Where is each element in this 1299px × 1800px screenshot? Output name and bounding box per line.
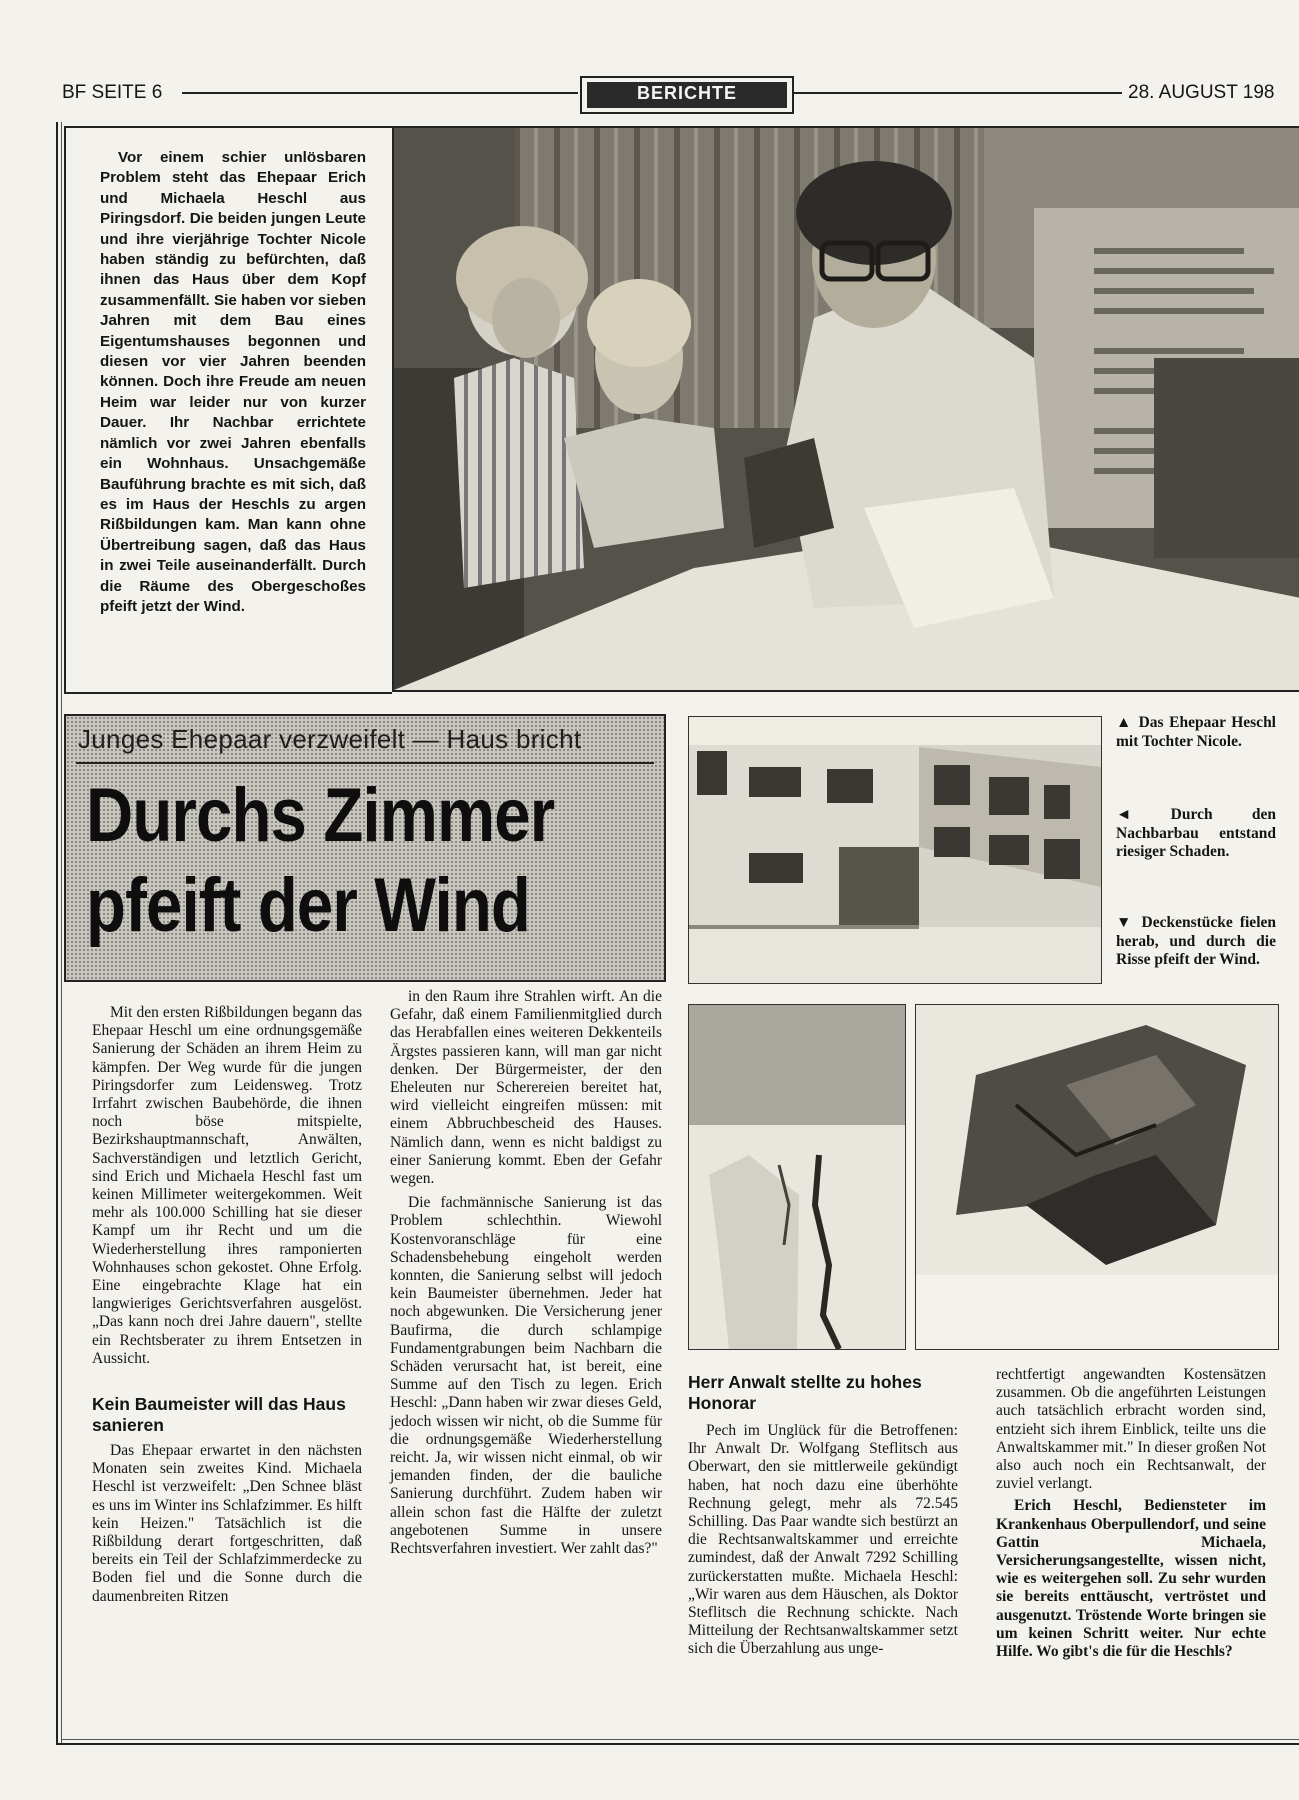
col4-paragraph-2: Erich Heschl, Bediensteter im Krankenhaus Oberpullendorf, und seine Gattin Michaela, Versicherungsangestellte, wissen nicht, wie es weitergehen soll. Zu sehr wurden sie bereits enttäuscht, vertröstet und ausgenutzt. Tröstende Worte bringen sie um keinen Schritt weiter. Nur echte Hilfe. Wo gibt's die für die Heschls? bbox=[996, 1497, 1266, 1661]
caption-building: ◄ Durch den Nachbarbau entstand riesiger Schaden. bbox=[1116, 806, 1276, 860]
column-3 bbox=[688, 1372, 958, 1659]
lead-paragraph: Vor einem schier unlösbaren Problem steht das Ehepaar Erich und Michaela Heschl aus Piringsdorf. Die beiden jungen Leute und ihre vierjährige Tochter Nicole haben ständig zu befürchten, daß ihnen das Haus über dem Kopf zusammenfällt. Sie haben vor sieben Jahren mit dem Bau eines Eigentumshauses begonnen und diesen vor vier Jahren beenden können. Doch ihre Freude am neuen Heim war leider nur von kurzer Dauer. Ihr Nachbar errichtete nämlich vor zwei Jahren ebenfalls ein Wohnhaus. Unsachgemäße Bauführung brachte es mit sich, daß es im Haus der Heschls zu argen Rißbildungen kam. Man kann ohne Übertreibung sagen, daß das Haus in zwei Teile auseinanderfällt. Durch die Räume des Obergeschoßes pfeift jetzt der Wind. bbox=[100, 149, 366, 615]
ceiling-damage-photo-svg bbox=[916, 1005, 1278, 1349]
section-label: BERICHTE bbox=[587, 82, 787, 108]
caption-ceiling: ▼ Deckenstücke fielen herab, und durch die Risse pfeift der Wind. bbox=[1116, 914, 1276, 968]
col1-paragraph-1: Mit den ersten Rißbildungen begann das Ehepaar Heschl um eine ordnungsgemäße Sanierung der Schäden an ihrem Heim zu kämpfen. Der Weg wurde für die jungen Piringsdorfer zum Leidensweg. Trotz Irrfahrt zwischen Baubehörde, die ihnen noch böse mitspielte, Bezirkshauptmannschaft, Anwälten, Sachverständigen und letztlich Gericht, sind Erich und Michaela Heschl fast um keinen Millimeter weitergekommen. Weit mehr als 100.000 Schilling hat sie dieser Kampf um ihr Recht und um die Wiederherstellung ihres ramponierten Wohnhauses schon gekostet. Ohne Erfolg. Eine eingebrachte Klage hat ein langwieriges Gerichtsverfahren ausgelöst. „Das kann noch drei Jahre dauern", stellte ein Rechtsberater zu ihrem Entsetzen in Aussicht. bbox=[92, 1004, 362, 1367]
col3-paragraph-1: Pech im Unglück für die Betroffenen: Ihr Anwalt Dr. Wolfgang Steflitsch aus Oberwart, den sie mittlerweile gekündigt haben, hat noch dazu eine überhöhte Rechnung gelegt, mehr als 72.545 Schilling. Das Paar wandte sich bestürzt an die Rechtsanwaltskammer und erreichte zumindest, daß der Anwalt 7292 Schilling zurückerstatten mußte. Michaela Heschl: „Wir waren aus dem Häuschen, als Doktor Steflitsch die Rechnung schickte. Nach Mitteilung der Rechtsanwaltskammer setzt sich die Überzahlung aus unge- bbox=[688, 1422, 958, 1658]
family-photo-svg bbox=[394, 128, 1299, 690]
column-4 bbox=[996, 1366, 1266, 1661]
wall-crack-photo bbox=[688, 1004, 906, 1350]
section-label-box bbox=[580, 76, 794, 114]
headline-box bbox=[64, 714, 666, 982]
building-photo bbox=[688, 716, 1102, 984]
issue-date: 28. AUGUST 198 bbox=[1128, 82, 1275, 103]
family-photo bbox=[392, 126, 1299, 692]
col4-paragraph-1: rechtfertigt angewandten Kostensätzen zusammen. Ob die angeführten Leistungen auch tatsächlich erbracht worden sind, entzieht sich ihrem Einblick, teilte uns die Anwaltskammer mit." In dieser großen Not also auch noch ein Rechtsanwalt, der zuviel verlangt. bbox=[996, 1366, 1266, 1493]
ceiling-damage-photo bbox=[915, 1004, 1279, 1350]
col2-paragraph-1: in den Raum ihre Strahlen wirft. An die Gefahr, daß einem Familienmitglied durch das Herabfallen eines weiteren Dekkenteils Ärgstes passieren kann, will man gar nicht denken. Der Bürgermeister, der den Eheleuten nur Scherereien bereitet hat, wird vielleicht eingreifen müssen: mit einem Abbruchbescheid des Hauses. Nämlich dann, wenn es nicht baldigst zu einer Sanierung kommt. Eben der Gefahr wegen. bbox=[390, 988, 662, 1188]
page-border-left-inner bbox=[61, 122, 62, 1744]
page-border-bottom bbox=[56, 1743, 1299, 1745]
column-2 bbox=[390, 988, 662, 1558]
column-1 bbox=[92, 1004, 362, 1606]
header-rule-right bbox=[792, 92, 1122, 94]
lead-box bbox=[64, 126, 392, 694]
headline-kicker: Junges Ehepaar verzweifelt — Haus bricht bbox=[78, 724, 582, 754]
page-number: BF SEITE 6 bbox=[62, 82, 163, 103]
headline-line-2: pfeift der Wind bbox=[86, 863, 530, 948]
col2-paragraph-2: Die fachmännische Sanierung ist das Problem schlechthin. Wiewohl Kostenvoranschläge für eine Schadensbehebung eingeholt werden konnten, die Sanierung selbst will jedoch kein Baumeister übernehmen. Jeder hat noch abgewunken. Die Versicherung jener Baufirma, die durch schlampige Fundamentgrabungen beim Nachbarn die Schäden verursacht hat, ist bereit, eine Summe auf den Tisch zu legen. Erich Heschl: „Dann haben wir zwar dieses Geld, jedoch wissen wir nicht, ob die Summe für die ordnungsgemäße Wiederherstellung reicht. Ja, wir wissen nicht einmal, ob wir jemanden finden, der die bauliche Sanierung durchführt. Zudem haben wir allein schon fast die Hälfte der zuletzt angebotenen Summe in unsere Rechtsverfahren investiert. Wer zahlt das?" bbox=[390, 1194, 662, 1558]
kicker-rule bbox=[76, 762, 654, 764]
header-rule-left bbox=[182, 92, 578, 94]
col1-subheading: Kein Baumeister will das Haus sanieren bbox=[92, 1394, 346, 1436]
page-border-left bbox=[56, 122, 58, 1744]
wall-crack-photo-svg bbox=[689, 1005, 905, 1349]
page-border-bottom-inner bbox=[61, 1739, 1299, 1740]
headline-line-1: Durchs Zimmer bbox=[86, 773, 555, 858]
caption-family: ▲ Das Ehepaar Heschl mit Tochter Nicole. bbox=[1116, 714, 1276, 750]
col1-paragraph-2: Das Ehepaar erwartet in den nächsten Monaten sein zweites Kind. Michaela Heschl ist verzweifelt: „Den Schnee bläst es uns im Winter ins Schlafzimmer. Es hilft kein Heizen." Tatsächlich ist die Rißbildung derart fortgeschritten, daß bereits ein Teil der Schlafzimmerdecke zu Boden fiel und die Sonne durch die daumenbreiten Ritzen bbox=[92, 1442, 362, 1605]
building-photo-svg bbox=[689, 717, 1101, 983]
col3-subheading: Herr Anwalt stellte zu hohes Honorar bbox=[688, 1372, 922, 1413]
